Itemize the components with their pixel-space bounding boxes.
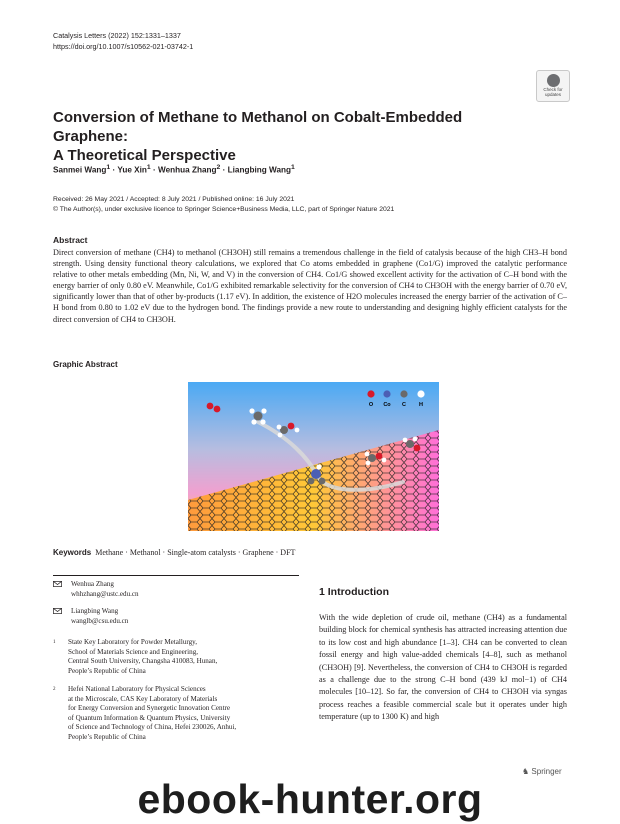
check-for-updates-badge[interactable] xyxy=(536,70,570,102)
legend-label-co: Co xyxy=(383,402,391,408)
affiliation-line: People’s Republic of China xyxy=(68,732,146,741)
envelope-icon xyxy=(53,608,62,614)
corresponding-author xyxy=(53,580,139,599)
contact-email[interactable]: whhzhang@ustc.edu.cn xyxy=(71,589,139,598)
legend-swatch-co xyxy=(383,390,390,397)
affiliation-line: of Quantum Information & Quantum Physics, University xyxy=(68,713,231,722)
introduction-body: With the wide depletion of crude oil, methane (CH4) as a fundamental building block for chemical synthesis has attracted increasing attention due to its low cost and high abundance [1–3]. CH4 can be converted to clean fossil energy and high value-added chemicals [4–8], such as methanol (CH3OH) [9]. Nevertheless, the conversion of CH4 to CH3OH is regarded as a challenge due to the strong C–H bond (439 kJ mol−1) of CH4 molecules [10–12]. So far, the conversion of CH4 to CH3OH via syngas process reaches a feasible commercial scale but it operates under high temperature (up to 1300 K) and high xyxy=(319,613,567,722)
article-title xyxy=(53,108,523,165)
envelope-icon xyxy=(53,581,62,587)
date-history: Received: 26 May 2021 / Accepted: 8 July 2021 / Published online: 16 July 2021 xyxy=(53,196,295,203)
affiliation-line: Central South University, Changsha 410083, Hunan, xyxy=(68,657,218,665)
author-affiliation-mark: 1 xyxy=(291,164,295,171)
affiliation-line: Hefei National Laboratory for Physical Sciences xyxy=(68,685,206,693)
watermark-text: ebook-hunter.org xyxy=(137,776,483,822)
title-line-2: A Theoretical Perspective xyxy=(53,147,236,164)
author-name[interactable]: Liangbing Wang xyxy=(227,165,292,175)
author-name[interactable]: Yue Xin xyxy=(117,165,147,175)
affiliation xyxy=(53,638,293,676)
publisher-name: Springer xyxy=(531,767,562,776)
author-name[interactable]: Wenhua Zhang xyxy=(158,165,217,175)
publication-dates xyxy=(53,195,394,214)
abstract-heading: Abstract xyxy=(53,235,88,245)
contact-name: Wenhua Zhang xyxy=(71,580,114,588)
legend-label-o: O xyxy=(368,402,374,408)
legend-label-c: C xyxy=(402,402,406,408)
affiliation xyxy=(53,685,293,742)
author-affiliation-mark: 1 xyxy=(146,164,151,171)
author-list: Sanmei Wang$^1$ · Yue Xin$^1$ · Wenhua Zhang$^2$ · Liangbing Wang$^1$ xyxy=(53,164,295,175)
keywords-label: Keywords xyxy=(53,548,92,557)
affiliation-line: State Key Laboratory for Powder Metallurgy, xyxy=(68,638,198,646)
doi-link[interactable]: https://doi.org/10.1007/s10562-021-03742-1 xyxy=(53,41,194,51)
affiliation-line: of Science and Technology of China, Hefei 230026, Anhui, xyxy=(68,723,237,731)
footnote-divider xyxy=(53,575,299,576)
legend-swatch-h xyxy=(417,390,424,397)
badge-line-1: Check for xyxy=(543,87,563,92)
affiliation-line: School of Materials Science and Engineering, xyxy=(68,647,199,656)
legend-swatch-o xyxy=(367,390,374,397)
affiliation-line: People’s Republic of China xyxy=(68,666,146,675)
bookmark-icon xyxy=(547,74,560,87)
affiliation-number: 2 xyxy=(53,687,56,692)
publisher-logo xyxy=(522,767,562,776)
horse-icon: ♞ xyxy=(522,767,530,776)
corresponding-author xyxy=(53,607,128,626)
graphic-abstract-heading: Graphic Abstract xyxy=(53,360,118,369)
graphic-abstract-figure xyxy=(188,382,439,531)
keywords-list: Methane · Methanol · Single-atom catalysts · Graphene · DFT xyxy=(95,548,296,557)
author-affiliation-mark: 2 xyxy=(216,164,221,171)
affiliation-number: 1 xyxy=(53,640,56,645)
contact-email[interactable]: wanglb@csu.edu.cn xyxy=(71,616,129,625)
author-name[interactable]: Sanmei Wang xyxy=(53,165,107,175)
legend-label-h: H xyxy=(419,402,423,408)
legend-swatch-c xyxy=(400,390,407,397)
abstract-body: Direct conversion of methane (CH4) to methanol (CH3OH) still remains a tremendous challenge in the field of catalysis because of the high CH3–H bond strength. Using density functional theory calculations, we explored that Co atoms embedded in graphene (Co1/G) improved the catalytic performance relative to other metals embedding (Mn, Ni, W, and V) in the conversion of CH4. Co1/G showed excellent activity for the activation of C–H bond with the energy barrier of only 0.80 eV. Meanwhile, Co1/G exhibited remarkable selectivity for the conversion of CH4 to CH3OH with the energy barrier of 0.70 eV, significantly lower than that of other by-products (1.17 eV). In addition, the existence of H2O molecules increased the energy barrier of the activation of C–H bond from 0.80 to 1.02 eV due to the hydrogen bond. The findings provide a new route to understanding and designing highly efficient catalysts for the direct conversion of CH4 to CH3OH. xyxy=(53,248,567,324)
author-affiliation-mark: 1 xyxy=(106,164,111,171)
badge-line-2: updates xyxy=(544,92,561,97)
affiliation-line: at the Microscale, CAS Key Laboratory of Materials xyxy=(68,694,218,703)
journal-citation: Catalysis Letters (2022) 152:1331–1337 xyxy=(53,31,181,40)
introduction-heading: 1 Introduction xyxy=(319,586,389,598)
title-line-1: Conversion of Methane to Methanol on Cobalt-Embedded Graphene: xyxy=(53,109,463,145)
journal-header xyxy=(53,31,193,52)
copyright-line: © The Author(s), under exclusive licence to Springer Science+Business Media, LLC, part of Springer Nature 2021 xyxy=(53,205,395,213)
contact-name: Liangbing Wang xyxy=(71,607,119,615)
keywords-line xyxy=(53,548,295,557)
affiliation-line: for Energy Conversion and Synergetic Innovation Centre xyxy=(68,704,231,712)
